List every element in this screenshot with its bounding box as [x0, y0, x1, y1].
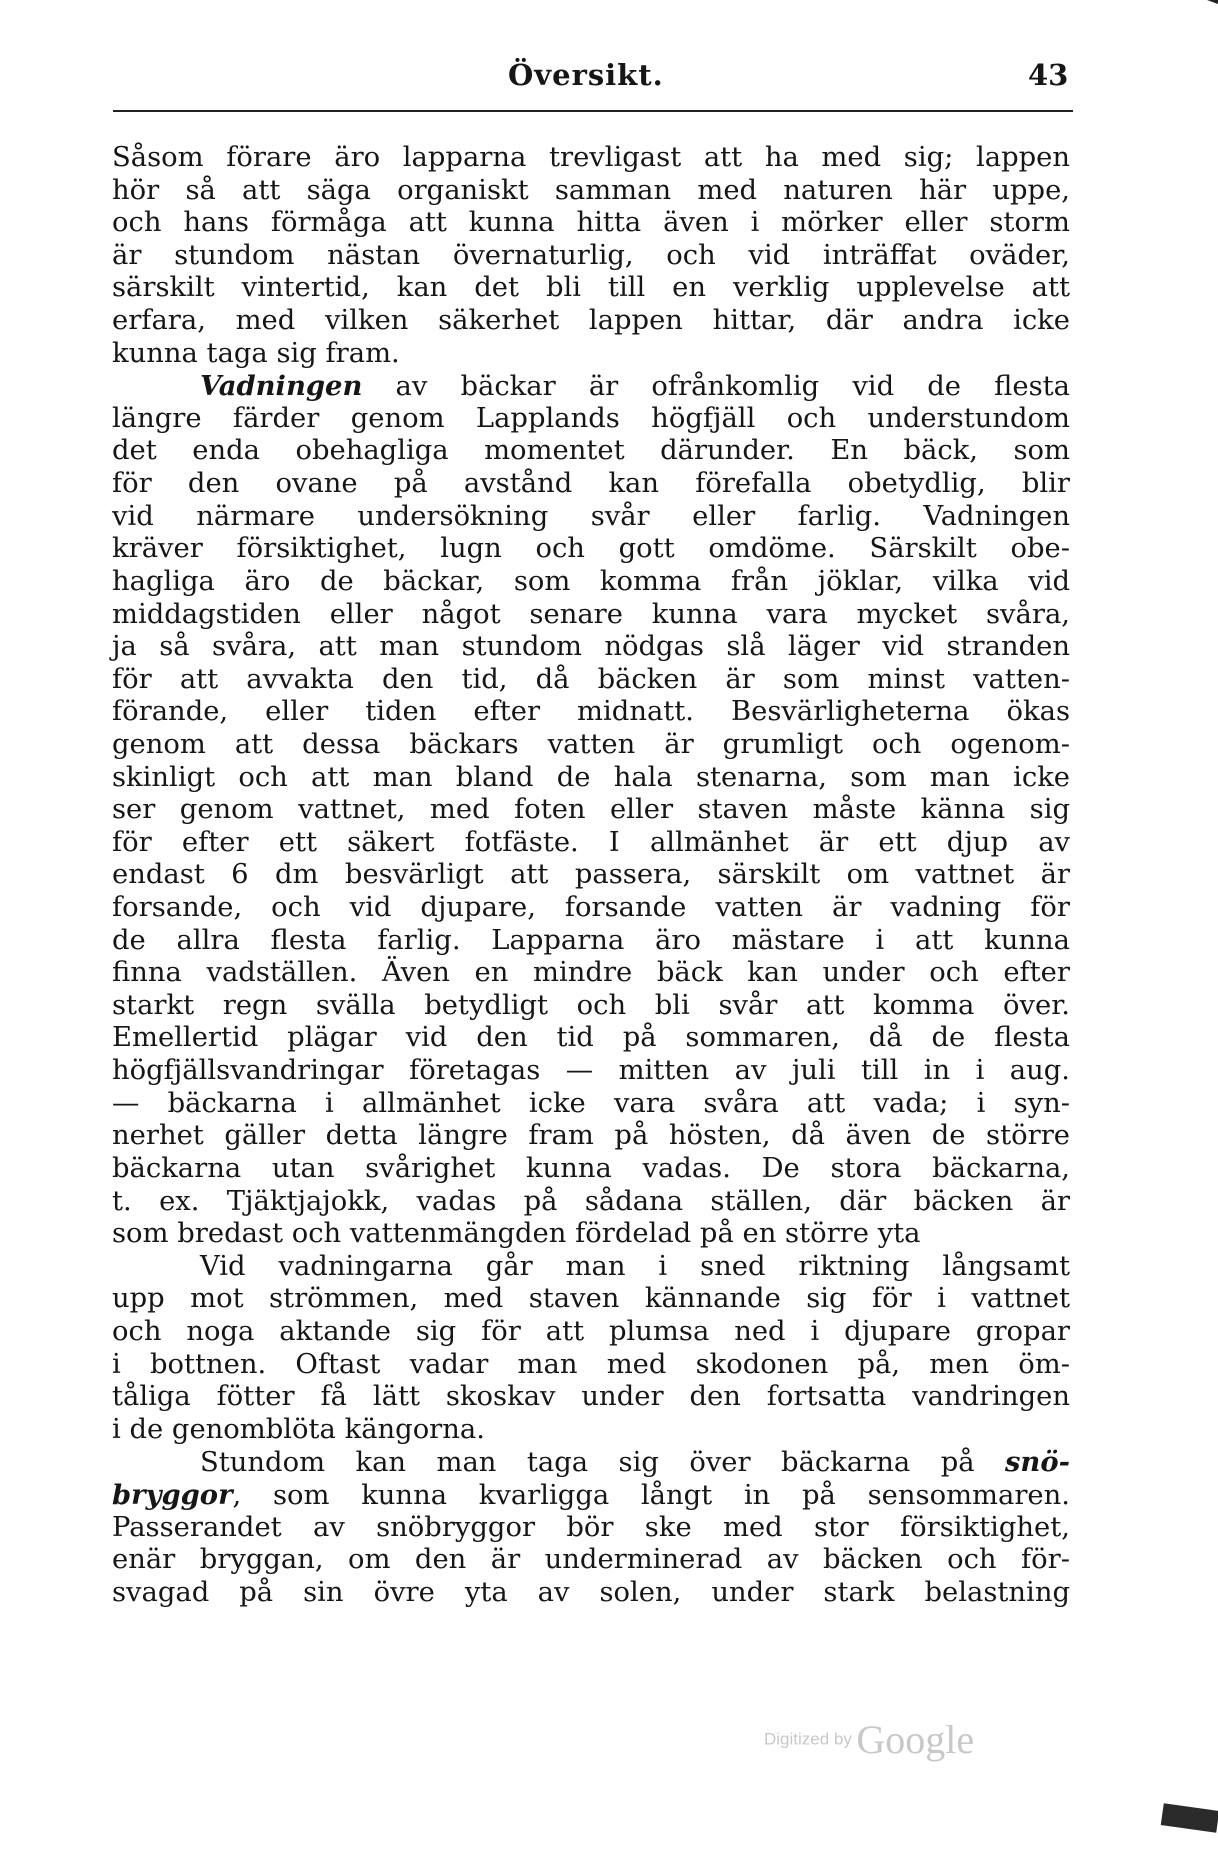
italic-term: snö-: [1005, 1446, 1070, 1479]
body-text: [112, 142, 1070, 1609]
text-line: för efter ett säkert fotfäste. I allmänhet är ett djup av: [112, 826, 1070, 858]
text-line: ser genom vattnet, med foten eller staven måste känna sig: [112, 794, 1070, 826]
text-run: , som kunna kvarligga långt in på sensommaren.: [232, 1479, 1070, 1511]
running-title: Översikt.: [508, 58, 664, 92]
text-line: som bredast och vattenmängden fördelad på en större yta: [112, 1218, 921, 1250]
text-line: det enda obehagliga momentet därunder. En bäck, som: [112, 435, 1070, 467]
text-line: nerhet gäller detta längre fram på hösten, då även de större: [112, 1120, 1070, 1152]
text-line: i bottnen. Oftast vadar man med skodonen på, men öm-: [112, 1348, 1070, 1380]
page-number: 43: [1028, 58, 1069, 92]
header-rule: [113, 110, 1073, 112]
text-line: Emellertid plägar vid den tid på sommaren, då de flesta: [112, 1022, 1070, 1054]
text-line: finna vadställen. Även en mindre bäck kan under och efter: [112, 957, 1070, 989]
text-line: högfjällsvandringar företagas — mitten av juli till in i aug.: [112, 1055, 1070, 1087]
italic-term: Vadningen: [200, 370, 363, 403]
text-line: Passerandet av snöbryggor bör ske med stor försiktighet,: [112, 1511, 1070, 1543]
text-line: kunna taga sig fram.: [112, 337, 400, 369]
text-run: Stundom kan man taga sig över bäckarna på: [200, 1447, 1006, 1479]
text-line: och noga aktande sig för att plumsa ned i djupare gropar: [112, 1315, 1070, 1347]
text-line: enär bryggan, om den är underminerad av bäcken och för-: [112, 1544, 1070, 1576]
digitized-watermark: [764, 1716, 974, 1763]
text-line: — bäckarna i allmänhet icke vara svåra att vada; i syn-: [112, 1087, 1070, 1119]
text-line: forsande, och vid djupare, forsande vatten är vadning för: [112, 892, 1070, 924]
text-line: t. ex. Tjäktjajokk, vadas på sådana ställen, där bäcken är: [112, 1185, 1070, 1217]
text-line: bäckarna utan svårighet kunna vadas. De stora bäckarna,: [112, 1152, 1070, 1184]
text-line: vid närmare undersökning svår eller farlig. Vadningen: [112, 500, 1070, 532]
text-line: Såsom förare äro lapparna trevligast att ha med sig; lappen: [112, 142, 1070, 173]
text-line: hagliga äro de bäckar, som komma från jöklar, vilka vid: [112, 565, 1070, 597]
text-line: längre färder genom Lapplands högfjäll och understundom: [112, 402, 1070, 434]
text-line: upp mot strömmen, med staven kännande sig för i vattnet: [112, 1283, 1070, 1315]
google-logo: Google: [856, 1717, 975, 1762]
text-line: hör så att säga organiskt samman med naturen här uppe,: [112, 174, 1070, 206]
page-header: [0, 44, 1218, 104]
text-line: svagad på sin övre yta av solen, under stark belastning: [112, 1576, 1070, 1608]
text-line: Vid vadningarna går man i sned riktning långsamt: [200, 1250, 1070, 1282]
text-line: genom att dessa bäckars vatten är grumligt och ogenom-: [112, 728, 1070, 760]
text-line: och hans förmåga att kunna hitta även i mörker eller storm: [112, 207, 1070, 239]
text-line: starkt regn svälla betydligt och bli svår att komma över.: [112, 989, 1070, 1021]
page-edge-mark: [1161, 1803, 1218, 1833]
text-line: erfara, med vilken säkerhet lappen hittar, där andra icke: [112, 305, 1070, 337]
text-line: tåliga fötter få lätt skoskav under den fortsatta vandringen: [112, 1381, 1070, 1413]
text-run: av bäckar är ofrånkomlig vid de flesta: [362, 371, 1070, 403]
text-line: [112, 1446, 1070, 1479]
italic-term: bryggor: [112, 1478, 233, 1511]
text-line: för att avvakta den tid, då bäcken är som minst vatten-: [112, 663, 1070, 695]
text-line: de allra flesta farlig. Lapparna äro mästare i att kunna: [112, 924, 1070, 956]
text-line: är stundom nästan övernaturlig, och vid inträffat oväder,: [112, 239, 1070, 271]
text-line: särskilt vintertid, kan det bli till en verklig upplevelse att: [112, 272, 1070, 304]
text-line: [112, 1479, 1070, 1512]
text-line: skinligt och att man bland de hala stenarna, som man icke: [112, 761, 1070, 793]
text-line: i de genomblöta kängorna.: [112, 1413, 485, 1445]
watermark-prefix: Digitized by: [764, 1729, 852, 1749]
text-line: ja så svåra, att man stundom nödgas slå läger vid stranden: [112, 631, 1070, 663]
text-line: för den ovane på avstånd kan förefalla obetydlig, blir: [112, 468, 1070, 500]
text-line: endast 6 dm besvärligt att passera, särskilt om vattnet är: [112, 859, 1070, 891]
text-line: [112, 370, 1070, 403]
text-line: kräver försiktighet, lugn och gott omdöme. Särskilt obe-: [112, 533, 1070, 565]
text-line: middagstiden eller något senare kunna vara mycket svåra,: [112, 598, 1070, 630]
page-corner-mark: [1178, 0, 1218, 34]
text-line: förande, eller tiden efter midnatt. Besvärligheterna ökas: [112, 696, 1070, 728]
